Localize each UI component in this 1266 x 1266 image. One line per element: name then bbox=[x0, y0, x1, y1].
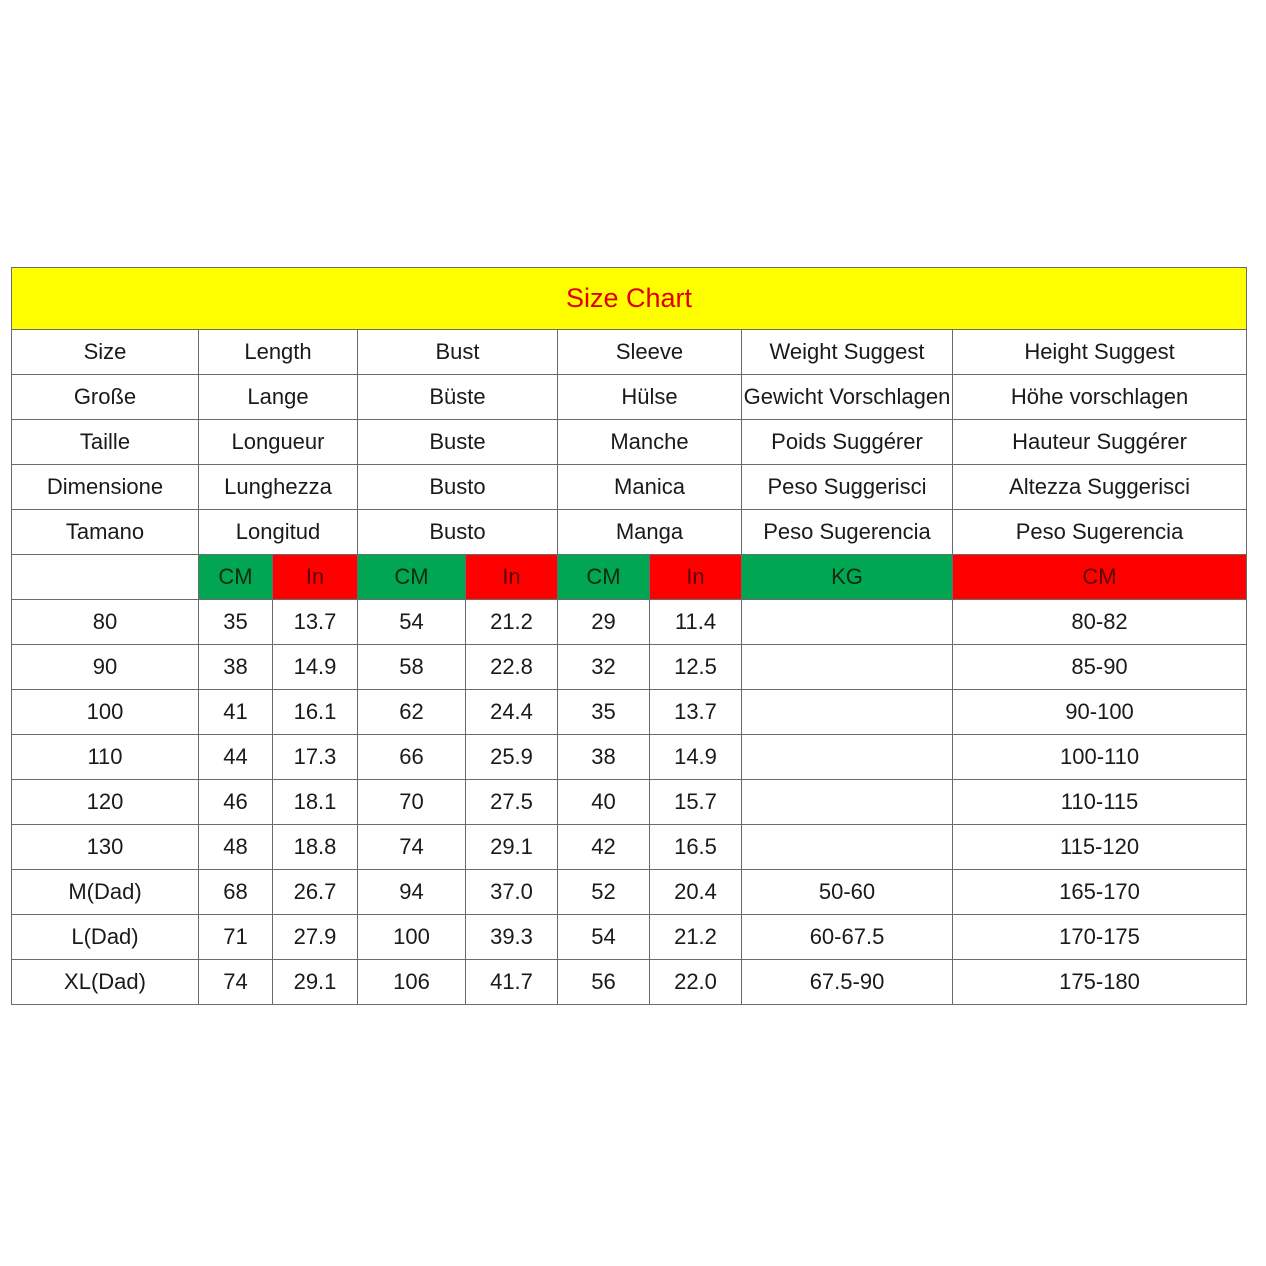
cell-size: 130 bbox=[12, 825, 199, 870]
cell-weight-kg bbox=[742, 735, 953, 780]
cell-bust-cm: 106 bbox=[358, 960, 466, 1005]
unit-height-cm: CM bbox=[953, 555, 1247, 600]
cell-length-in: 27.9 bbox=[273, 915, 358, 960]
cell-sleeve-in: 13.7 bbox=[650, 690, 742, 735]
header-sleeve: Manche bbox=[558, 420, 742, 465]
cell-bust-cm: 58 bbox=[358, 645, 466, 690]
cell-weight-kg: 67.5-90 bbox=[742, 960, 953, 1005]
cell-sleeve-in: 15.7 bbox=[650, 780, 742, 825]
header-row-french bbox=[12, 420, 1247, 465]
cell-length-cm: 41 bbox=[199, 690, 273, 735]
header-bust: Büste bbox=[358, 375, 558, 420]
cell-length-cm: 74 bbox=[199, 960, 273, 1005]
unit-length-in: In bbox=[273, 555, 358, 600]
table-row bbox=[12, 915, 1247, 960]
cell-length-cm: 46 bbox=[199, 780, 273, 825]
header-bust: Busto bbox=[358, 465, 558, 510]
header-height: Höhe vorschlagen bbox=[953, 375, 1247, 420]
chart-title: Size Chart bbox=[12, 268, 1247, 330]
cell-bust-cm: 54 bbox=[358, 600, 466, 645]
unit-sleeve-cm: CM bbox=[558, 555, 650, 600]
header-size: Size bbox=[12, 330, 199, 375]
cell-bust-in: 21.2 bbox=[466, 600, 558, 645]
cell-sleeve-in: 22.0 bbox=[650, 960, 742, 1005]
cell-length-cm: 38 bbox=[199, 645, 273, 690]
cell-length-cm: 44 bbox=[199, 735, 273, 780]
header-height: Peso Sugerencia bbox=[953, 510, 1247, 555]
size-data-rows bbox=[12, 600, 1247, 1005]
cell-bust-in: 41.7 bbox=[466, 960, 558, 1005]
cell-bust-cm: 70 bbox=[358, 780, 466, 825]
cell-length-cm: 68 bbox=[199, 870, 273, 915]
title-row bbox=[12, 268, 1247, 330]
cell-sleeve-cm: 40 bbox=[558, 780, 650, 825]
table-row bbox=[12, 960, 1247, 1005]
cell-weight-kg bbox=[742, 780, 953, 825]
cell-size: 80 bbox=[12, 600, 199, 645]
cell-length-in: 18.1 bbox=[273, 780, 358, 825]
cell-sleeve-cm: 54 bbox=[558, 915, 650, 960]
cell-length-in: 14.9 bbox=[273, 645, 358, 690]
cell-height-cm: 110-115 bbox=[953, 780, 1247, 825]
unit-empty-cell bbox=[12, 555, 199, 600]
cell-sleeve-cm: 29 bbox=[558, 600, 650, 645]
header-sleeve: Manga bbox=[558, 510, 742, 555]
unit-weight-kg: KG bbox=[742, 555, 953, 600]
header-size: Tamano bbox=[12, 510, 199, 555]
cell-sleeve-cm: 38 bbox=[558, 735, 650, 780]
cell-height-cm: 115-120 bbox=[953, 825, 1247, 870]
cell-size: XL(Dad) bbox=[12, 960, 199, 1005]
header-row-english bbox=[12, 330, 1247, 375]
header-weight: Poids Suggérer bbox=[742, 420, 953, 465]
cell-bust-cm: 62 bbox=[358, 690, 466, 735]
cell-sleeve-in: 11.4 bbox=[650, 600, 742, 645]
cell-weight-kg bbox=[742, 825, 953, 870]
cell-size: 120 bbox=[12, 780, 199, 825]
size-chart-table bbox=[11, 267, 1247, 1005]
header-sleeve: Sleeve bbox=[558, 330, 742, 375]
cell-weight-kg bbox=[742, 690, 953, 735]
header-weight: Peso Sugerencia bbox=[742, 510, 953, 555]
header-weight: Gewicht Vorschlagen bbox=[742, 375, 953, 420]
header-length: Longueur bbox=[199, 420, 358, 465]
header-sleeve: Manica bbox=[558, 465, 742, 510]
cell-weight-kg: 60-67.5 bbox=[742, 915, 953, 960]
cell-height-cm: 85-90 bbox=[953, 645, 1247, 690]
cell-sleeve-cm: 32 bbox=[558, 645, 650, 690]
cell-sleeve-in: 14.9 bbox=[650, 735, 742, 780]
header-sleeve: Hülse bbox=[558, 375, 742, 420]
header-height: Height Suggest bbox=[953, 330, 1247, 375]
cell-sleeve-cm: 52 bbox=[558, 870, 650, 915]
cell-bust-cm: 74 bbox=[358, 825, 466, 870]
cell-bust-in: 22.8 bbox=[466, 645, 558, 690]
cell-bust-in: 39.3 bbox=[466, 915, 558, 960]
cell-weight-kg bbox=[742, 600, 953, 645]
header-weight: Peso Suggerisci bbox=[742, 465, 953, 510]
cell-sleeve-cm: 42 bbox=[558, 825, 650, 870]
table-row bbox=[12, 645, 1247, 690]
cell-sleeve-in: 20.4 bbox=[650, 870, 742, 915]
header-bust: Buste bbox=[358, 420, 558, 465]
cell-size: 100 bbox=[12, 690, 199, 735]
cell-bust-in: 27.5 bbox=[466, 780, 558, 825]
cell-size: L(Dad) bbox=[12, 915, 199, 960]
cell-height-cm: 170-175 bbox=[953, 915, 1247, 960]
unit-sleeve-in: In bbox=[650, 555, 742, 600]
cell-height-cm: 90-100 bbox=[953, 690, 1247, 735]
cell-height-cm: 175-180 bbox=[953, 960, 1247, 1005]
cell-length-in: 17.3 bbox=[273, 735, 358, 780]
cell-size: M(Dad) bbox=[12, 870, 199, 915]
unit-row bbox=[12, 555, 1247, 600]
cell-bust-cm: 66 bbox=[358, 735, 466, 780]
cell-bust-cm: 100 bbox=[358, 915, 466, 960]
table-row bbox=[12, 870, 1247, 915]
cell-height-cm: 100-110 bbox=[953, 735, 1247, 780]
header-length: Longitud bbox=[199, 510, 358, 555]
cell-sleeve-in: 16.5 bbox=[650, 825, 742, 870]
cell-length-in: 26.7 bbox=[273, 870, 358, 915]
cell-length-cm: 71 bbox=[199, 915, 273, 960]
table-row bbox=[12, 600, 1247, 645]
cell-height-cm: 80-82 bbox=[953, 600, 1247, 645]
header-size: Große bbox=[12, 375, 199, 420]
header-height: Hauteur Suggérer bbox=[953, 420, 1247, 465]
cell-size: 110 bbox=[12, 735, 199, 780]
cell-sleeve-cm: 56 bbox=[558, 960, 650, 1005]
unit-bust-in: In bbox=[466, 555, 558, 600]
cell-length-cm: 48 bbox=[199, 825, 273, 870]
cell-bust-in: 25.9 bbox=[466, 735, 558, 780]
header-row-spanish bbox=[12, 510, 1247, 555]
header-bust: Bust bbox=[358, 330, 558, 375]
table-row bbox=[12, 780, 1247, 825]
header-length: Lange bbox=[199, 375, 358, 420]
table-row bbox=[12, 690, 1247, 735]
cell-length-in: 18.8 bbox=[273, 825, 358, 870]
header-bust: Busto bbox=[358, 510, 558, 555]
cell-size: 90 bbox=[12, 645, 199, 690]
cell-height-cm: 165-170 bbox=[953, 870, 1247, 915]
header-row-italian bbox=[12, 465, 1247, 510]
cell-weight-kg bbox=[742, 645, 953, 690]
cell-bust-cm: 94 bbox=[358, 870, 466, 915]
table-row bbox=[12, 825, 1247, 870]
header-height: Altezza Suggerisci bbox=[953, 465, 1247, 510]
cell-length-in: 13.7 bbox=[273, 600, 358, 645]
cell-length-in: 29.1 bbox=[273, 960, 358, 1005]
cell-weight-kg: 50-60 bbox=[742, 870, 953, 915]
unit-bust-cm: CM bbox=[358, 555, 466, 600]
unit-length-cm: CM bbox=[199, 555, 273, 600]
cell-sleeve-cm: 35 bbox=[558, 690, 650, 735]
cell-sleeve-in: 21.2 bbox=[650, 915, 742, 960]
cell-bust-in: 37.0 bbox=[466, 870, 558, 915]
header-row-german bbox=[12, 375, 1247, 420]
header-size: Taille bbox=[12, 420, 199, 465]
cell-length-cm: 35 bbox=[199, 600, 273, 645]
cell-bust-in: 24.4 bbox=[466, 690, 558, 735]
header-size: Dimensione bbox=[12, 465, 199, 510]
header-weight: Weight Suggest bbox=[742, 330, 953, 375]
header-length: Length bbox=[199, 330, 358, 375]
cell-length-in: 16.1 bbox=[273, 690, 358, 735]
cell-bust-in: 29.1 bbox=[466, 825, 558, 870]
table-row bbox=[12, 735, 1247, 780]
header-length: Lunghezza bbox=[199, 465, 358, 510]
cell-sleeve-in: 12.5 bbox=[650, 645, 742, 690]
